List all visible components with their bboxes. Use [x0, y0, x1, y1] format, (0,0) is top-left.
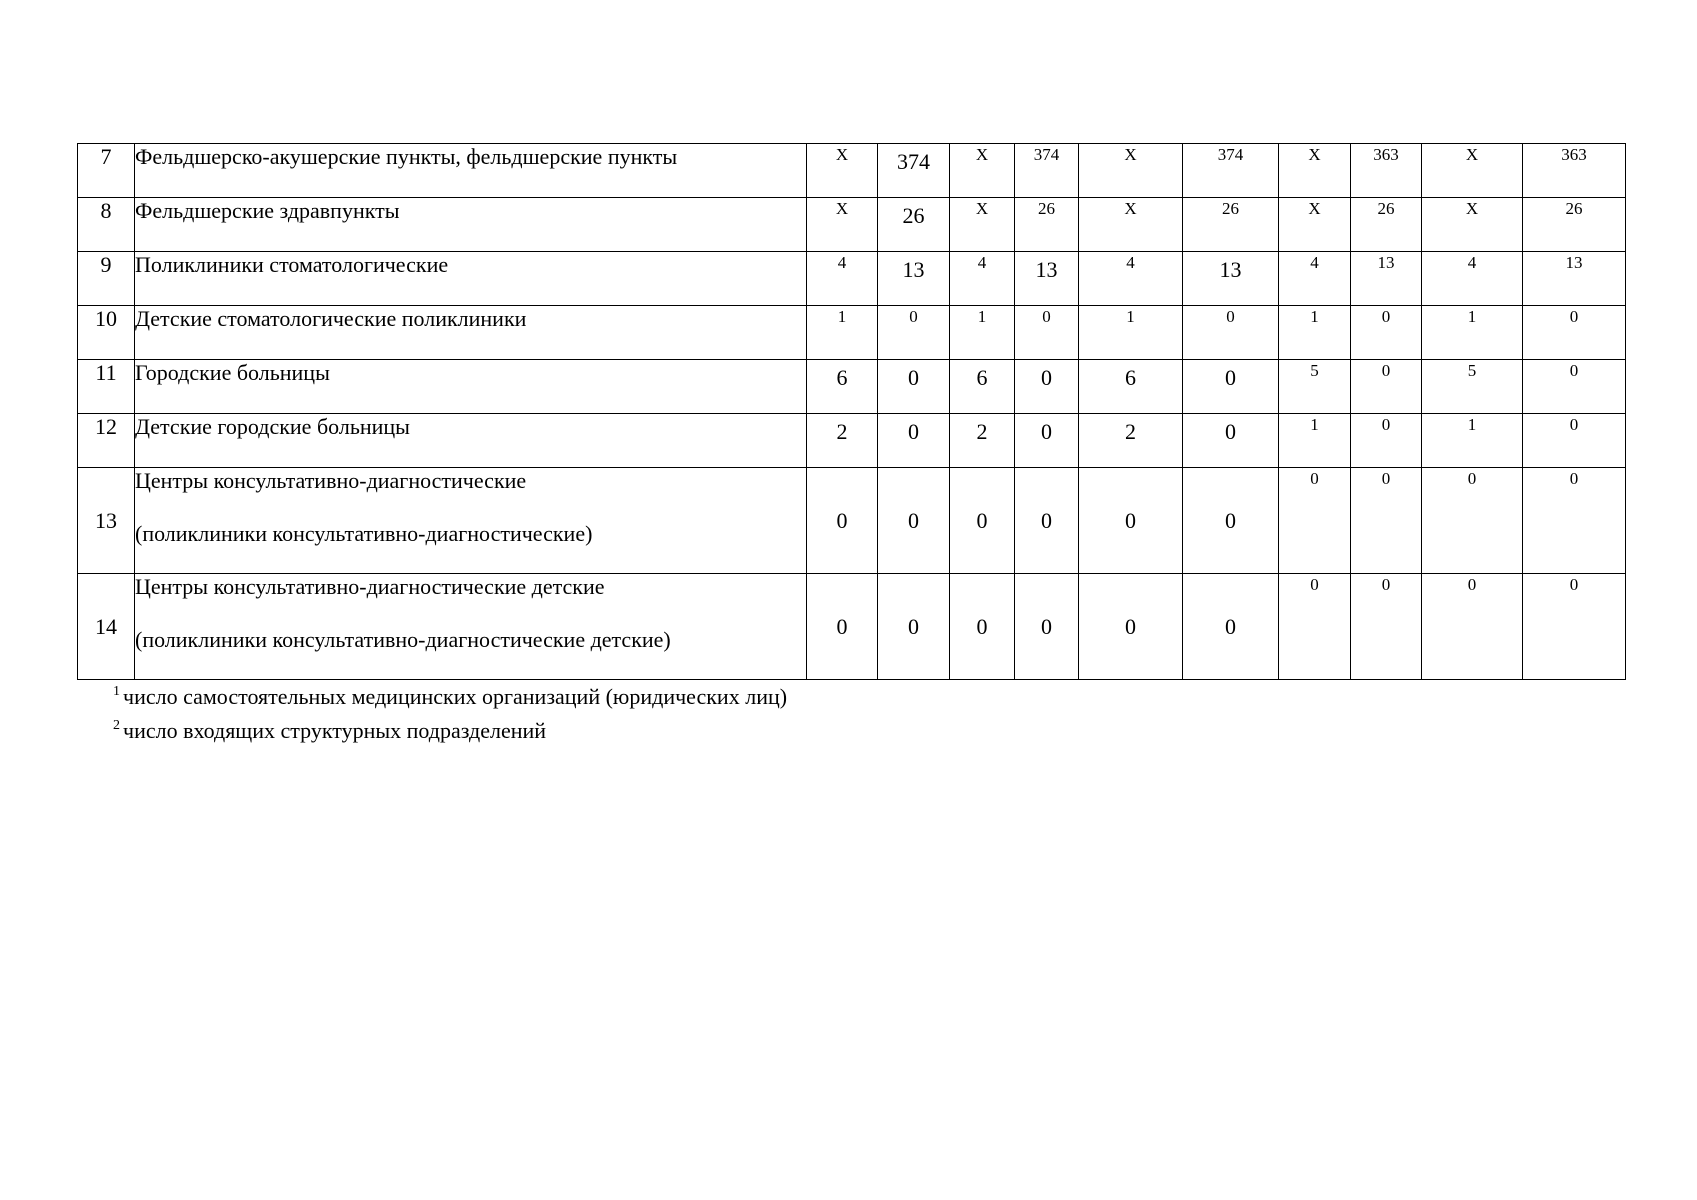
table-row	[78, 306, 1626, 360]
footnote-text: число входящих структурных подразделений	[123, 718, 547, 743]
value-cell: 0	[1351, 574, 1422, 680]
value-cell: 0	[1183, 306, 1279, 360]
value-cell: Х	[1079, 198, 1183, 252]
value-cell: 0	[1183, 414, 1279, 468]
value-cell: 26	[1351, 198, 1422, 252]
institution-name	[135, 306, 807, 360]
value-cell: 363	[1351, 144, 1422, 198]
value-cell: 1	[1279, 414, 1351, 468]
value-cell: 0	[1523, 360, 1626, 414]
value-cell: Х	[950, 144, 1015, 198]
value-cell: 13	[1183, 252, 1279, 306]
table-row	[78, 252, 1626, 306]
value-cell: 0	[1015, 414, 1079, 468]
value-cell: 2	[1079, 414, 1183, 468]
value-cell: Х	[1422, 198, 1523, 252]
institution-name	[135, 144, 807, 198]
institution-name-line: Фельдшерско-акушерские пункты, фельдшерские пункты	[135, 144, 678, 169]
value-cell: 0	[950, 574, 1015, 680]
value-cell: 2	[950, 414, 1015, 468]
value-cell: 1	[1422, 414, 1523, 468]
value-cell: 374	[1183, 144, 1279, 198]
footnote-1	[113, 677, 787, 711]
value-cell: 0	[1079, 574, 1183, 680]
institutions-table	[77, 143, 1626, 680]
value-cell: 0	[1279, 468, 1351, 574]
table-row	[78, 468, 1626, 574]
value-cell: 0	[1079, 468, 1183, 574]
institution-name-line: (поликлиники консультативно-диагностические детские)	[135, 627, 671, 652]
table-row	[78, 574, 1626, 680]
footnote-text: число самостоятельных медицинских организаций (юридических лиц)	[123, 684, 788, 709]
value-cell: 374	[1015, 144, 1079, 198]
value-cell: 4	[1079, 252, 1183, 306]
value-cell: 0	[1351, 360, 1422, 414]
institution-name-line: Фельдшерские здравпункты	[135, 198, 400, 223]
value-cell: 0	[1422, 574, 1523, 680]
institution-name	[135, 360, 807, 414]
institution-name	[135, 468, 807, 574]
value-cell: 0	[878, 414, 950, 468]
value-cell: 0	[1523, 306, 1626, 360]
value-cell: 1	[950, 306, 1015, 360]
value-cell: 0	[1183, 468, 1279, 574]
institution-name	[135, 198, 807, 252]
value-cell: Х	[1422, 144, 1523, 198]
value-cell: 5	[1422, 360, 1523, 414]
institution-name-line: Детские городские больницы	[135, 414, 410, 439]
value-cell: 0	[807, 574, 878, 680]
value-cell: 26	[1523, 198, 1626, 252]
value-cell: 0	[807, 468, 878, 574]
value-cell: 13	[1015, 252, 1079, 306]
value-cell: 4	[1422, 252, 1523, 306]
value-cell: Х	[1279, 198, 1351, 252]
value-cell: 374	[878, 144, 950, 198]
value-cell: Х	[1279, 144, 1351, 198]
table-body	[78, 144, 1626, 680]
institution-name-line: Городские больницы	[135, 360, 330, 385]
value-cell: 0	[878, 360, 950, 414]
footnote-mark: 2	[113, 718, 120, 733]
value-cell: 6	[950, 360, 1015, 414]
value-cell: 26	[1015, 198, 1079, 252]
value-cell: 363	[1523, 144, 1626, 198]
value-cell: 0	[1183, 360, 1279, 414]
footnote-2	[113, 711, 787, 745]
row-number: 9	[78, 252, 135, 306]
value-cell: Х	[807, 144, 878, 198]
value-cell: 0	[1351, 306, 1422, 360]
value-cell: 0	[1183, 574, 1279, 680]
value-cell: 0	[878, 468, 950, 574]
value-cell: 4	[807, 252, 878, 306]
value-cell: Х	[950, 198, 1015, 252]
table-row	[78, 144, 1626, 198]
table-row	[78, 198, 1626, 252]
row-number: 14	[78, 574, 135, 680]
institution-name-line: Поликлиники стоматологические	[135, 252, 449, 277]
institution-name-line: Детские стоматологические поликлиники	[135, 306, 527, 331]
table-row	[78, 360, 1626, 414]
value-cell: 0	[1015, 306, 1079, 360]
value-cell: 1	[1279, 306, 1351, 360]
institution-name-line: (поликлиники консультативно-диагностические)	[135, 521, 593, 546]
value-cell: 0	[1015, 468, 1079, 574]
value-cell: 0	[1015, 574, 1079, 680]
value-cell: 0	[1523, 468, 1626, 574]
row-number: 8	[78, 198, 135, 252]
value-cell: Х	[807, 198, 878, 252]
footnote-mark: 1	[113, 684, 120, 699]
value-cell: 0	[1351, 468, 1422, 574]
table-row	[78, 414, 1626, 468]
value-cell: 4	[1279, 252, 1351, 306]
value-cell: 0	[1351, 414, 1422, 468]
value-cell: 0	[878, 574, 950, 680]
value-cell: 0	[1279, 574, 1351, 680]
value-cell: 0	[878, 306, 950, 360]
value-cell: 26	[878, 198, 950, 252]
institution-name	[135, 414, 807, 468]
institution-name-line: Центры консультативно-диагностические детские	[135, 574, 605, 599]
value-cell: 1	[1079, 306, 1183, 360]
institution-name	[135, 252, 807, 306]
value-cell: 0	[1015, 360, 1079, 414]
value-cell: 1	[1422, 306, 1523, 360]
value-cell: 26	[1183, 198, 1279, 252]
value-cell: 13	[1523, 252, 1626, 306]
value-cell: Х	[1079, 144, 1183, 198]
value-cell: 6	[807, 360, 878, 414]
institution-name-line: Центры консультативно-диагностические	[135, 468, 527, 493]
value-cell: 0	[1523, 414, 1626, 468]
row-number: 12	[78, 414, 135, 468]
row-number: 10	[78, 306, 135, 360]
value-cell: 13	[878, 252, 950, 306]
institution-name	[135, 574, 807, 680]
value-cell: 0	[1422, 468, 1523, 574]
value-cell: 0	[1523, 574, 1626, 680]
row-number: 7	[78, 144, 135, 198]
value-cell: 4	[950, 252, 1015, 306]
value-cell: 5	[1279, 360, 1351, 414]
value-cell: 2	[807, 414, 878, 468]
row-number: 11	[78, 360, 135, 414]
value-cell: 6	[1079, 360, 1183, 414]
value-cell: 13	[1351, 252, 1422, 306]
footnotes	[113, 677, 787, 745]
value-cell: 0	[950, 468, 1015, 574]
row-number: 13	[78, 468, 135, 574]
value-cell: 1	[807, 306, 878, 360]
